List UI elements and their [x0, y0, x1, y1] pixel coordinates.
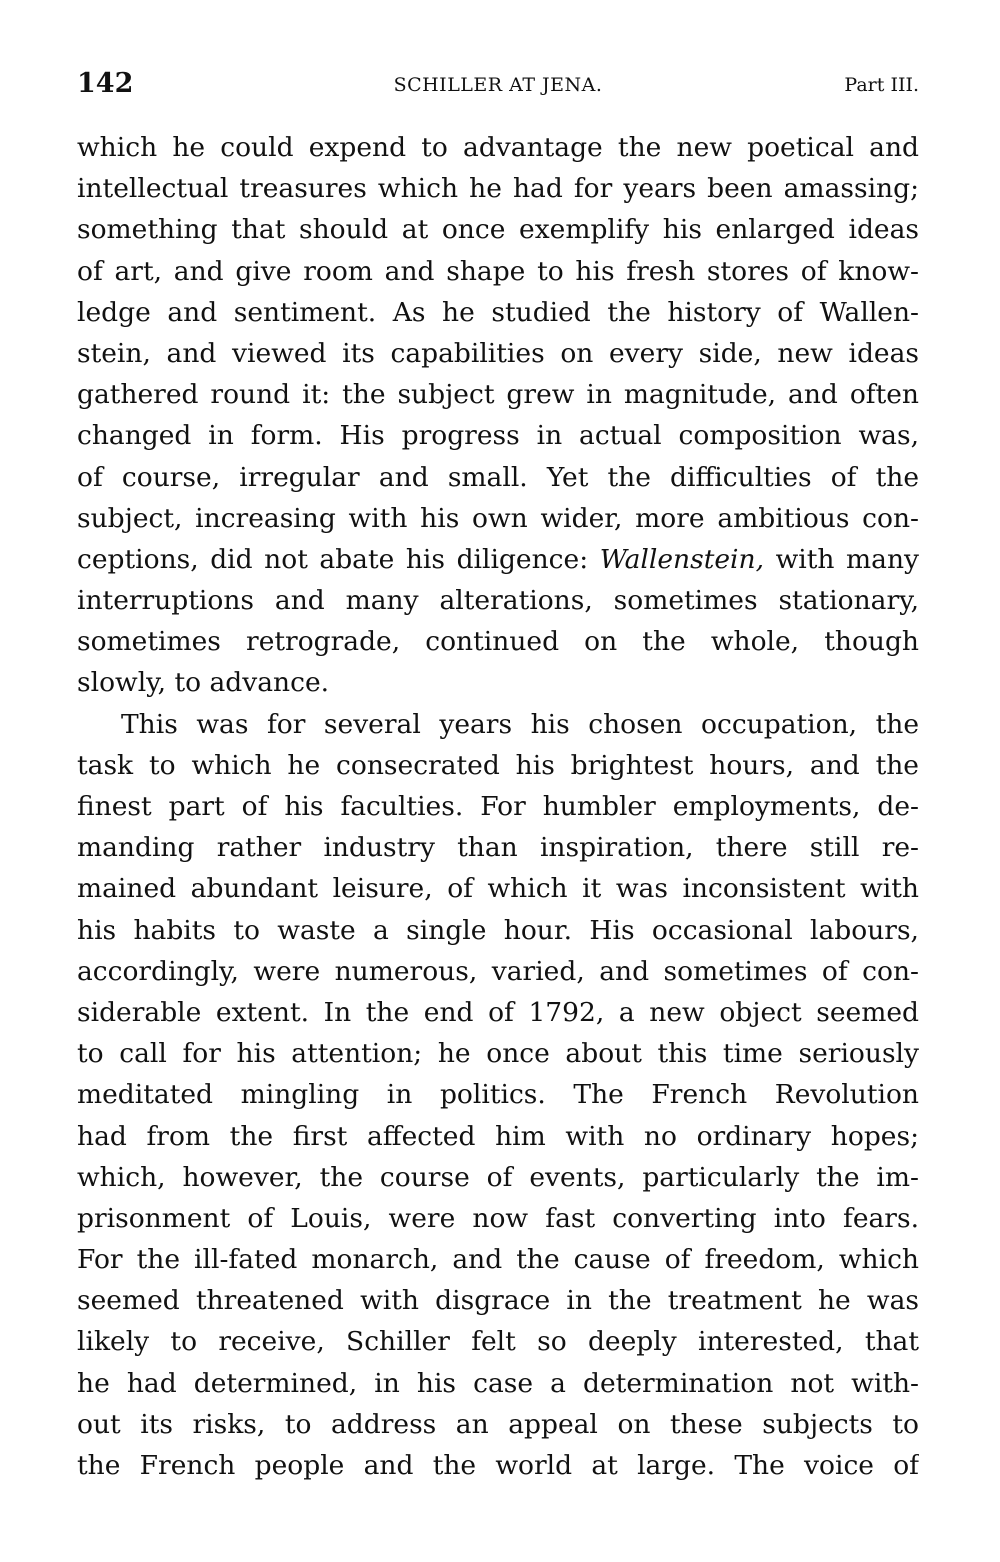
text-line: ledge and sentiment. As he studied the history of Wallen-	[77, 296, 919, 328]
text-line: intellectual treasures which he had for years been amassing;	[77, 173, 919, 205]
text-line: meditated mingling in politics. The French Revolution	[77, 1079, 919, 1111]
text-line: of course, irregular and small. Yet the difficulties of the	[77, 461, 919, 493]
text-line: stein, and viewed its capabilities on every side, new ideas	[77, 337, 919, 369]
line-start: ceptions, did not abate his diligence:	[77, 543, 600, 575]
text-line: out its risks, to address an appeal on these subjects to	[77, 1408, 919, 1440]
text-line: his habits to waste a single hour. His occasional labours,	[77, 914, 919, 946]
text-line: seemed threatened with disgrace in the treatment he was	[77, 1285, 919, 1317]
paragraph-start-line: This was for several years his chosen occupation, the	[121, 708, 919, 740]
text-line: something that should at once exemplify his enlarged ideas	[77, 214, 919, 246]
body-text	[77, 127, 919, 1486]
text-line: likely to receive, Schiller felt so deeply interested, that	[77, 1326, 919, 1358]
part-label: Part III.	[844, 74, 919, 96]
text-line-with-italic-title	[77, 539, 919, 580]
text-line: sometimes retrograde, continued on the whole, though	[77, 626, 919, 658]
text-line: which, however, the course of events, particularly the im-	[77, 1161, 919, 1193]
text-line: gathered round it: the subject grew in magnitude, and often	[77, 379, 919, 411]
text-line: had from the first affected him with no ordinary hopes;	[77, 1120, 919, 1152]
text-line: finest part of his faculties. For humbler employments, de-	[77, 791, 919, 822]
text-line: to call for his attention; he once about this time seriously	[77, 1038, 919, 1070]
text-line: changed in form. His progress in actual composition was,	[77, 420, 919, 452]
text-line: prisonment of Louis, were now fast converting into fears.	[77, 1202, 919, 1234]
text-line: subject, increasing with his own wider, more ambitious con-	[77, 502, 919, 534]
text-line: For the ill-fated monarch, and the cause of freedom, which	[77, 1244, 919, 1276]
text-line: mained abundant leisure, of which it was inconsistent with	[77, 873, 919, 905]
text-line: of art, and give room and shape to his fresh stores of know-	[77, 255, 919, 287]
running-head	[77, 68, 919, 108]
page-number: 142	[77, 68, 134, 99]
text-line: the French people and the world at large. The voice of	[77, 1450, 919, 1481]
line-end: with many	[764, 543, 919, 575]
text-line: interruptions and many alterations, sometimes stationary,	[77, 585, 919, 617]
text-line: accordingly, were numerous, varied, and sometimes of con-	[77, 955, 919, 987]
running-title: SCHILLER AT JENA.	[393, 74, 603, 96]
italic-title-wallenstein: Wallenstein,	[599, 543, 765, 575]
text-line: task to which he consecrated his brightest hours, and the	[77, 749, 919, 781]
text-line: which he could expend to advantage the new poetical and	[77, 132, 919, 163]
text-line: manding rather industry than inspiration, there still re-	[77, 832, 919, 864]
text-line: siderable extent. In the end of 1792, a new object seemed	[77, 996, 919, 1028]
text-line: he had determined, in his case a determination not with-	[77, 1367, 919, 1399]
paragraph-end-line: slowly, to advance.	[77, 667, 330, 699]
